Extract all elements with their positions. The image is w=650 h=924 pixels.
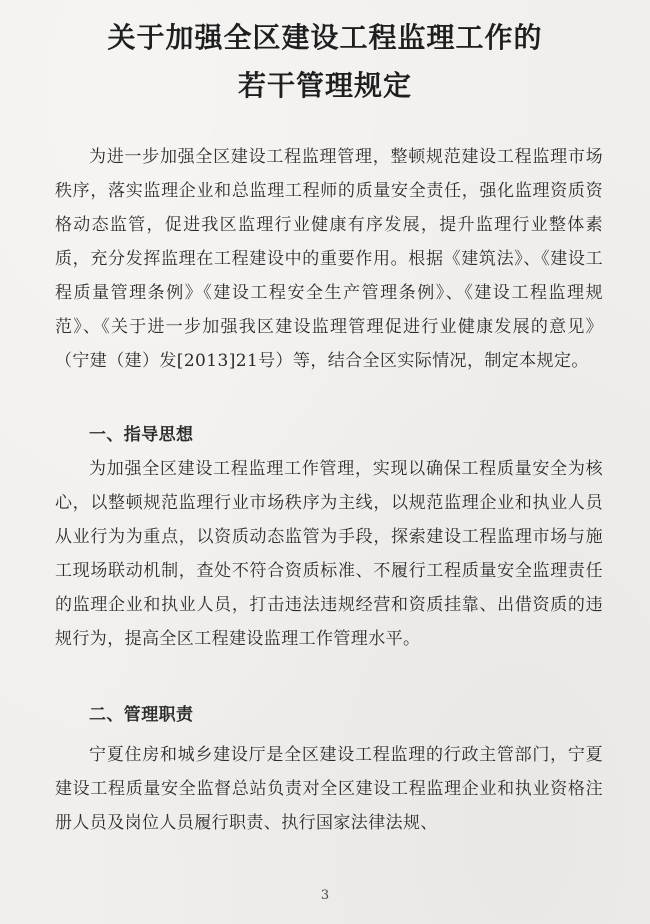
document-title-line-2: 若干管理规定 (237, 69, 412, 102)
intro-paragraph: 为进一步加强全区建设工程监理管理，整顿规范建设工程监理市场秩序，落实监理企业和总监理工程师的质量安全责任，强化监理资质资格动态监管，促进我区监理行业健康有序发展，提升监理行业整体素质，充分发挥监理在工程建设中的重要作用。根据《建筑法》、《建设工程质量管理条例》《建设工程安全生产管理条例》、《建设工程监理规范》、《关于进一步加强我区建设监理管理促进行业健康发展的意见》（宁建（建）发[2013]21号）等，结合全区实际情况，制定本规定。 (55, 147, 603, 371)
page-number: 3 (320, 888, 330, 903)
section-heading-guiding-ideology: 一、指导思想 (89, 425, 194, 445)
section-body-management-duties: 宁夏住房和城乡建设厅是全区建设工程监理的行政主管部门，宁夏建设工程质量安全监督总站负责对全区建设工程监理企业和执业资格注册人员及岗位人员履行职责、执行国家法律法规、 (55, 745, 603, 833)
section-body-guiding-ideology: 为加强全区建设工程监理工作管理，实现以确保工程质量安全为核心，以整顿规范监理行业市场秩序为主线，以规范监理企业和执业人员从业行为为重点，以资质动态监管为手段，探索建设工程监理市场与施工现场联动机制，查处不符合资质标准、不履行工程质量安全监理责任的监理企业和执业人员，打击违法违规经营和资质挂靠、出借资质的违规行为，提高全区工程建设监理工作管理水平。 (55, 459, 603, 649)
section-heading-management-duties: 二、管理职责 (89, 705, 194, 725)
document-title-line-1: 关于加强全区建设工程监理工作的 (107, 21, 543, 54)
